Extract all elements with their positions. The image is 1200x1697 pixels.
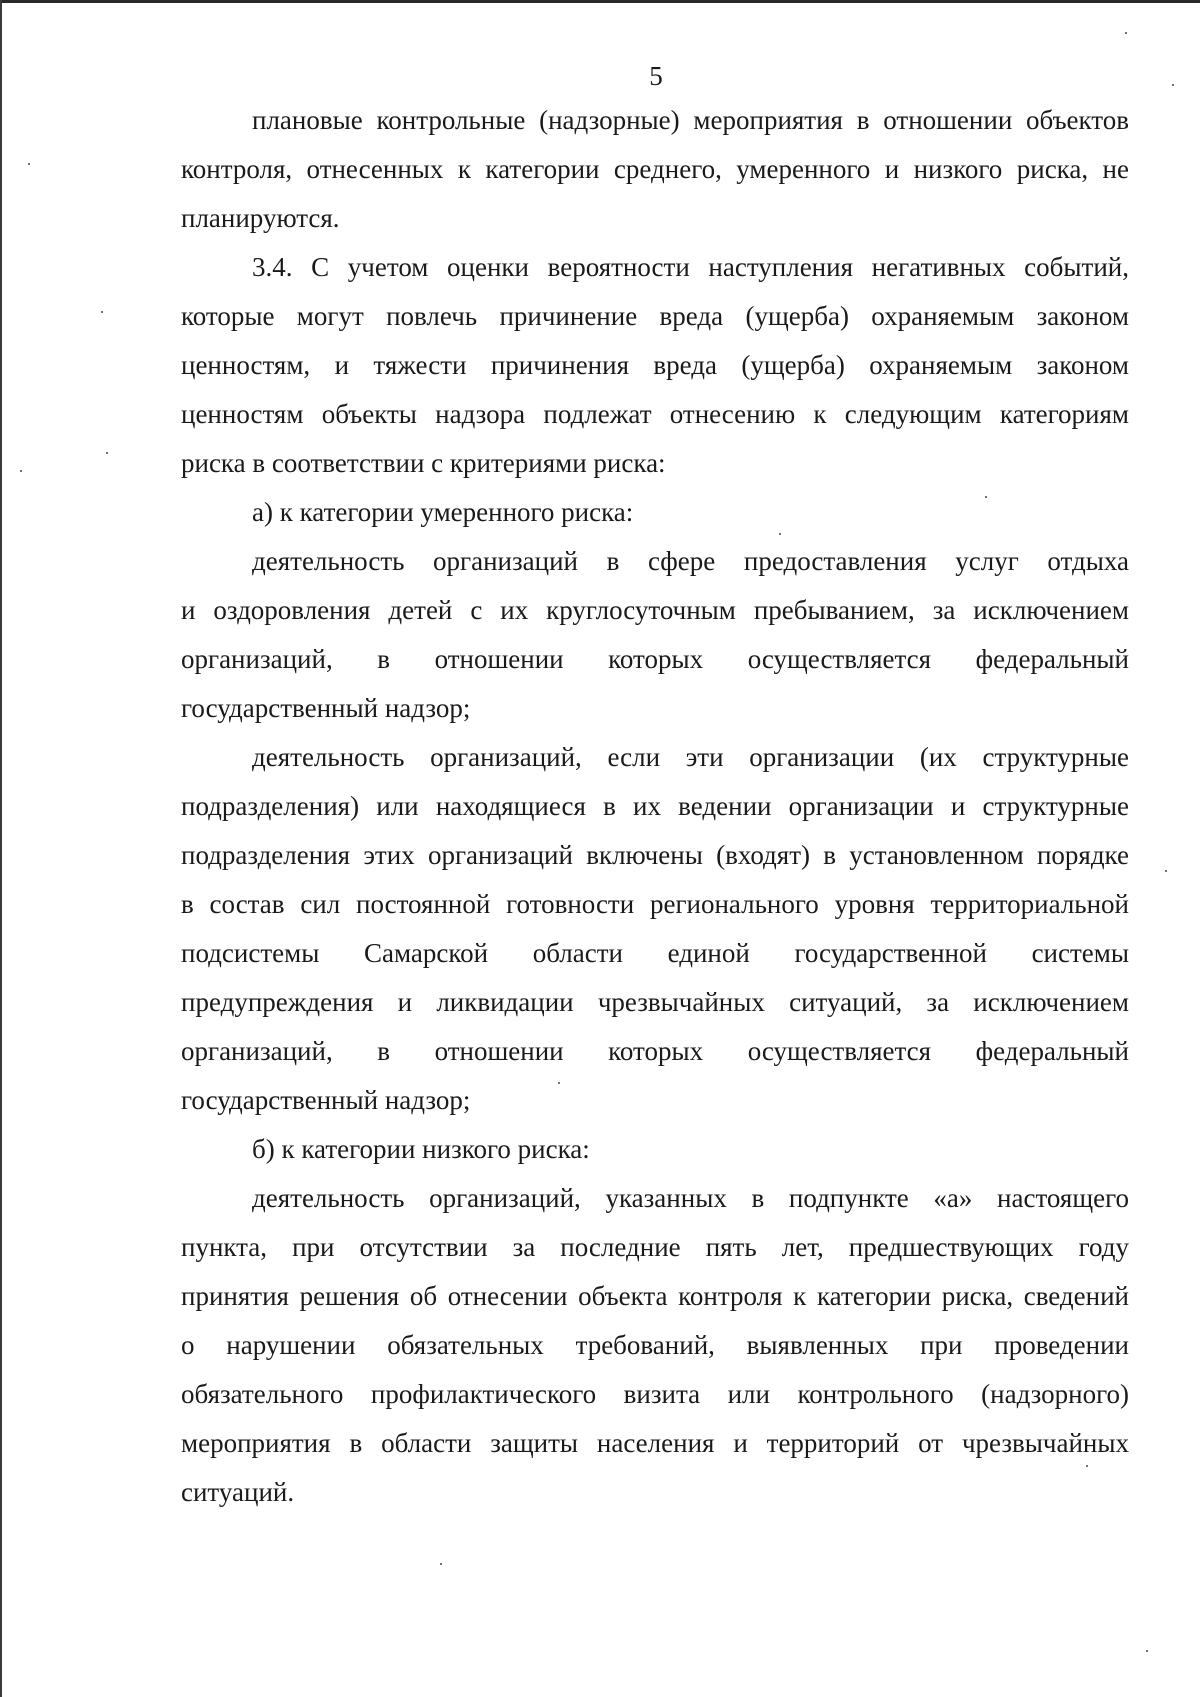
scan-speck — [985, 496, 987, 498]
scan-speck — [106, 452, 108, 454]
text-line: организаций, в отношении которых осуществляется федеральный — [181, 644, 1129, 674]
scan-speck — [28, 163, 30, 165]
text-line: деятельность организаций в сфере предоставления услуг отдыха — [252, 546, 1129, 576]
text-line: организаций, в отношении которых осуществляется федеральный — [181, 1036, 1129, 1066]
text-line: б) к категории низкого риска: — [252, 1134, 590, 1164]
text-line: контроля, отнесенных к категории среднего, умеренного и низкого риска, не — [181, 154, 1129, 184]
text-line: плановые контрольные (надзорные) мероприятия в отношении объектов — [252, 105, 1129, 135]
text-line: государственный надзор; — [181, 1085, 471, 1115]
scan-speck — [558, 1082, 560, 1084]
text-line: деятельность организаций, если эти организации (их структурные — [252, 742, 1129, 772]
text-line: ценностям, и тяжести причинения вреда (ущерба) охраняемым законом — [181, 350, 1129, 380]
paragraph — [181, 537, 1129, 733]
scan-speck — [101, 311, 103, 313]
paragraph — [181, 96, 1129, 243]
scan-edge-left — [0, 0, 2, 1697]
text-line: предупреждения и ликвидации чрезвычайных ситуаций, за исключением — [181, 987, 1129, 1017]
scan-speck — [1125, 32, 1127, 34]
paragraph — [181, 243, 1129, 488]
scan-speck — [1146, 1650, 1148, 1652]
document-body — [181, 96, 1129, 1517]
scan-speck — [1172, 84, 1174, 86]
text-line: 3.4. С учетом оценки вероятности наступления негативных событий, — [252, 252, 1129, 282]
text-line: принятия решения об отнесении объекта контроля к категории риска, сведений — [181, 1281, 1129, 1311]
page-number: 5 — [649, 61, 663, 91]
scan-edge-top — [0, 0, 1200, 3]
scan-speck — [1086, 1465, 1088, 1467]
text-line: подсистемы Самарской области единой государственной системы — [181, 938, 1129, 968]
text-line: ценностям объекты надзора подлежат отнесению к следующим категориям — [181, 399, 1129, 429]
paragraph — [181, 488, 1129, 537]
text-line: и оздоровления детей с их круглосуточным пребыванием, за исключением — [181, 595, 1129, 625]
scan-speck — [1165, 870, 1167, 872]
text-line: государственный надзор; — [181, 693, 471, 723]
text-line: планируются. — [181, 203, 340, 233]
text-line: подразделения этих организаций включены (входят) в установленном порядке — [181, 840, 1129, 870]
text-line: мероприятия в области защиты населения и территорий от чрезвычайных — [181, 1428, 1129, 1458]
text-line: подразделения) или находящиеся в их ведении организации и структурные — [181, 791, 1129, 821]
scan-speck — [20, 470, 22, 472]
text-line: обязательного профилактического визита или контрольного (надзорного) — [181, 1379, 1129, 1409]
paragraph — [181, 1174, 1129, 1517]
text-line: в состав сил постоянной готовности регионального уровня территориальной — [181, 889, 1129, 919]
text-line: деятельность организаций, указанных в подпункте «а» настоящего — [252, 1183, 1129, 1213]
scan-speck — [440, 1563, 442, 1565]
text-line: пункта, при отсутствии за последние пять лет, предшествующих году — [181, 1232, 1129, 1262]
text-line: а) к категории умеренного риска: — [252, 497, 634, 527]
text-line: которые могут повлечь причинение вреда (ущерба) охраняемым законом — [181, 301, 1129, 331]
paragraph — [181, 733, 1129, 1125]
paragraph — [181, 1125, 1129, 1174]
text-line: ситуаций. — [181, 1477, 295, 1507]
text-line: риска в соответствии с критериями риска: — [181, 448, 666, 478]
text-line: о нарушении обязательных требований, выявленных при проведении — [181, 1330, 1129, 1360]
scan-speck — [779, 533, 781, 535]
